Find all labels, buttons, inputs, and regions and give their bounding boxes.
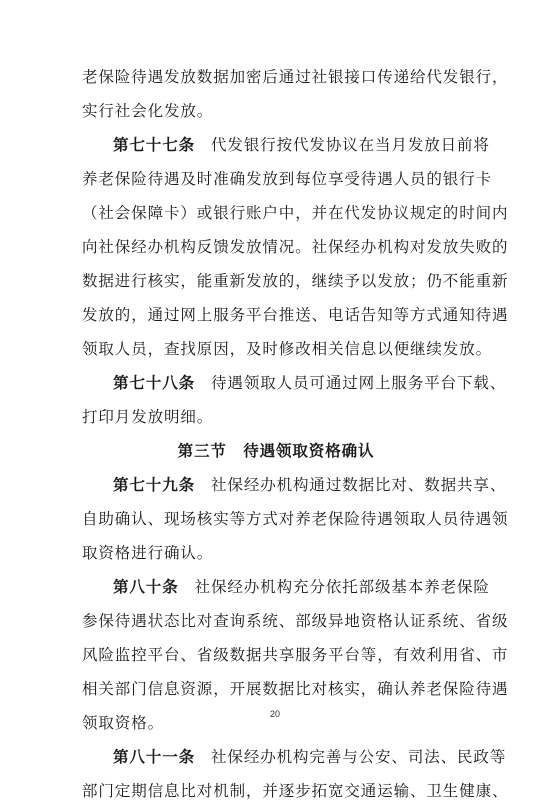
text-line: 自助确认、现场核实等方式对养老保险待遇领取人员待遇领 (82, 510, 509, 528)
article-80 (82, 570, 490, 604)
document-body (82, 60, 509, 808)
article-number: 第七十七条 (113, 135, 196, 154)
article-number: 第八十一条 (113, 747, 196, 766)
article-number: 第八十条 (113, 577, 179, 596)
article-77 (82, 128, 490, 162)
text-line: 社保经办机构通过数据比对、数据共享、 (211, 476, 507, 494)
text-line: 向社保经办机构反馈发放情况。社保经办机构对发放失败的 (82, 238, 509, 256)
text-line: 发放的，通过网上服务平台推送、电话告知等方式通知待遇 (82, 306, 509, 324)
article-number: 第七十九条 (113, 475, 196, 494)
text-line: 数据进行核实，能重新发放的，继续予以发放；仍不能重新 (82, 272, 509, 290)
text-line: 参保待遇状态比对查询系统、部级异地资格认证系统、省级 (82, 612, 509, 630)
text-line: 社保经办机构充分依托部级基本养老保险 (194, 578, 490, 596)
text-line: 领取人员，查找原因，及时修改相关信息以便继续发放。 (82, 340, 493, 358)
article-number: 第七十八条 (113, 373, 196, 392)
text-line: 取资格进行确认。 (82, 544, 214, 562)
article-79 (82, 468, 507, 502)
text-line: 老保险待遇发放数据加密后通过社银接口传递给代发银行， (82, 68, 509, 86)
text-line: 养老保险待遇及时准确发放到每位享受待遇人员的银行卡 (82, 170, 493, 188)
text-line: 相关部门信息资源，开展数据比对核实，确认养老保险待遇 (82, 680, 509, 698)
text-line: 实行社会化发放。 (82, 102, 214, 120)
text-line: 部门定期信息比对机制，并逐步拓宽交通运输、卫生健康、 (82, 782, 509, 800)
text-line: 代发银行按代发协议在当月发放日前将 (211, 136, 490, 154)
article-78 (82, 366, 507, 400)
text-line: 领取资格。 (82, 714, 165, 732)
text-line: 风险监控平台、省级数据共享服务平台等，有效利用省、市 (82, 646, 509, 664)
text-line: 待遇领取人员可通过网上服务平台下载、 (211, 374, 507, 392)
text-line: （社会保障卡）或银行账户中，并在代发协议规定的时间内 (82, 204, 509, 222)
text-line: 社保经办机构完善与公安、司法、民政等 (211, 748, 507, 766)
page-number: 20 (269, 709, 280, 719)
article-81 (82, 740, 507, 774)
text-line: 打印月发放明细。 (82, 408, 214, 426)
section-title: 第三节 待遇领取资格确认 (177, 441, 375, 460)
